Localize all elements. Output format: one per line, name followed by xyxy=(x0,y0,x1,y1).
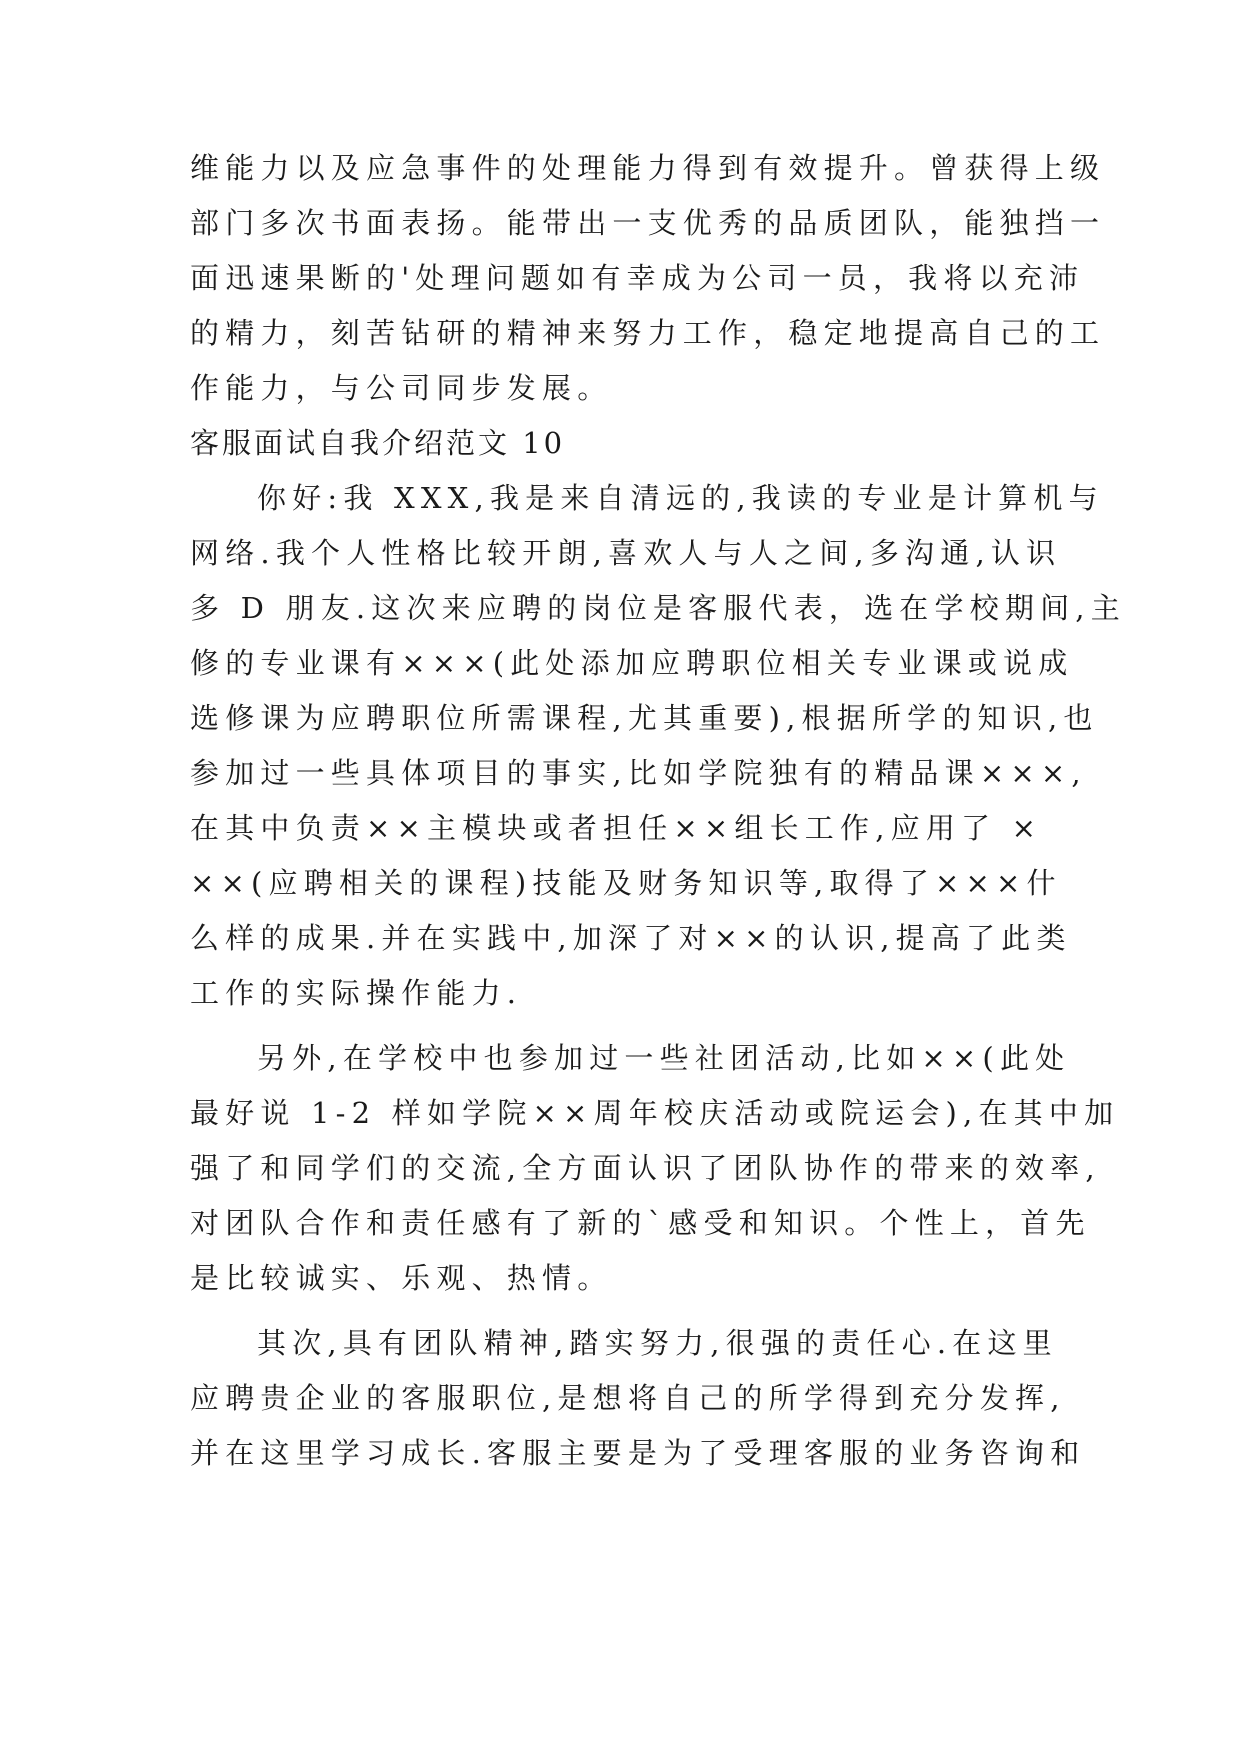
paragraph-line: 最好说 1-2 样如学院××周年校庆活动或院运会),在其中加 xyxy=(190,1096,1120,1130)
document-body xyxy=(190,0,1126,1754)
paragraph-line: 工作的实际操作能力. xyxy=(190,976,523,1010)
paragraph-line: 参加过一些具体项目的事实,比如学院独有的精品课×××, xyxy=(190,756,1087,790)
paragraph-line: 作能力，与公司同步发展。 xyxy=(190,371,613,405)
section-title: 客服面试自我介绍范文 10 xyxy=(190,426,566,460)
paragraph-line: 面迅速果断的'处理问题如有幸成为公司一员，我将以充沛 xyxy=(190,261,1085,295)
paragraph-line: 应聘贵企业的客服职位,是想将自己的所学得到充分发挥, xyxy=(190,1381,1066,1415)
paragraph-line: 部门多次书面表扬。能带出一支优秀的品质团队，能独挡一 xyxy=(190,206,1106,240)
paragraph-line: ××(应聘相关的课程)技能及财务知识等,取得了×××什 xyxy=(190,866,1062,900)
paragraph-line: 其次,具有团队精神,踏实努力,很强的责任心.在这里 xyxy=(257,1326,1058,1360)
paragraph-line: 选修课为应聘职位所需课程,尤其重要),根据所学的知识,也 xyxy=(190,701,1099,735)
paragraph-line: 修的专业课有×××(此处添加应聘职位相关专业课或说成 xyxy=(190,646,1074,680)
paragraph-line: 么样的成果.并在实践中,加深了对××的认识,提高了此类 xyxy=(190,921,1072,955)
paragraph-line: 的精力，刻苦钻研的精神来努力工作，稳定地提高自己的工 xyxy=(190,316,1106,350)
paragraph-line: 你好:我 XXX,我是来自清远的,我读的专业是计算机与 xyxy=(257,481,1104,515)
paragraph-line: 是比较诚实、乐观、热情。 xyxy=(190,1261,613,1295)
paragraph-line: 在其中负责××主模块或者担任××组长工作,应用了 × xyxy=(190,811,1043,845)
paragraph-line: 另外,在学校中也参加过一些社团活动,比如××(此处 xyxy=(257,1041,1071,1075)
paragraph-line: 强了和同学们的交流,全方面认识了团队协作的带来的效率, xyxy=(190,1151,1101,1185)
paragraph-line: 网络.我个人性格比较开朗,喜欢人与人之间,多沟通,认识 xyxy=(190,536,1062,570)
paragraph-line: 并在这里学习成长.客服主要是为了受理客服的业务咨询和 xyxy=(190,1436,1086,1470)
paragraph-line: 对团队合作和责任感有了新的`感受和知识。个性上，首先 xyxy=(190,1206,1091,1240)
paragraph-line: 维能力以及应急事件的处理能力得到有效提升。曾获得上级 xyxy=(190,151,1106,185)
paragraph-line: 多 D 朋友.这次来应聘的岗位是客服代表，选在学校期间,主 xyxy=(190,591,1126,625)
